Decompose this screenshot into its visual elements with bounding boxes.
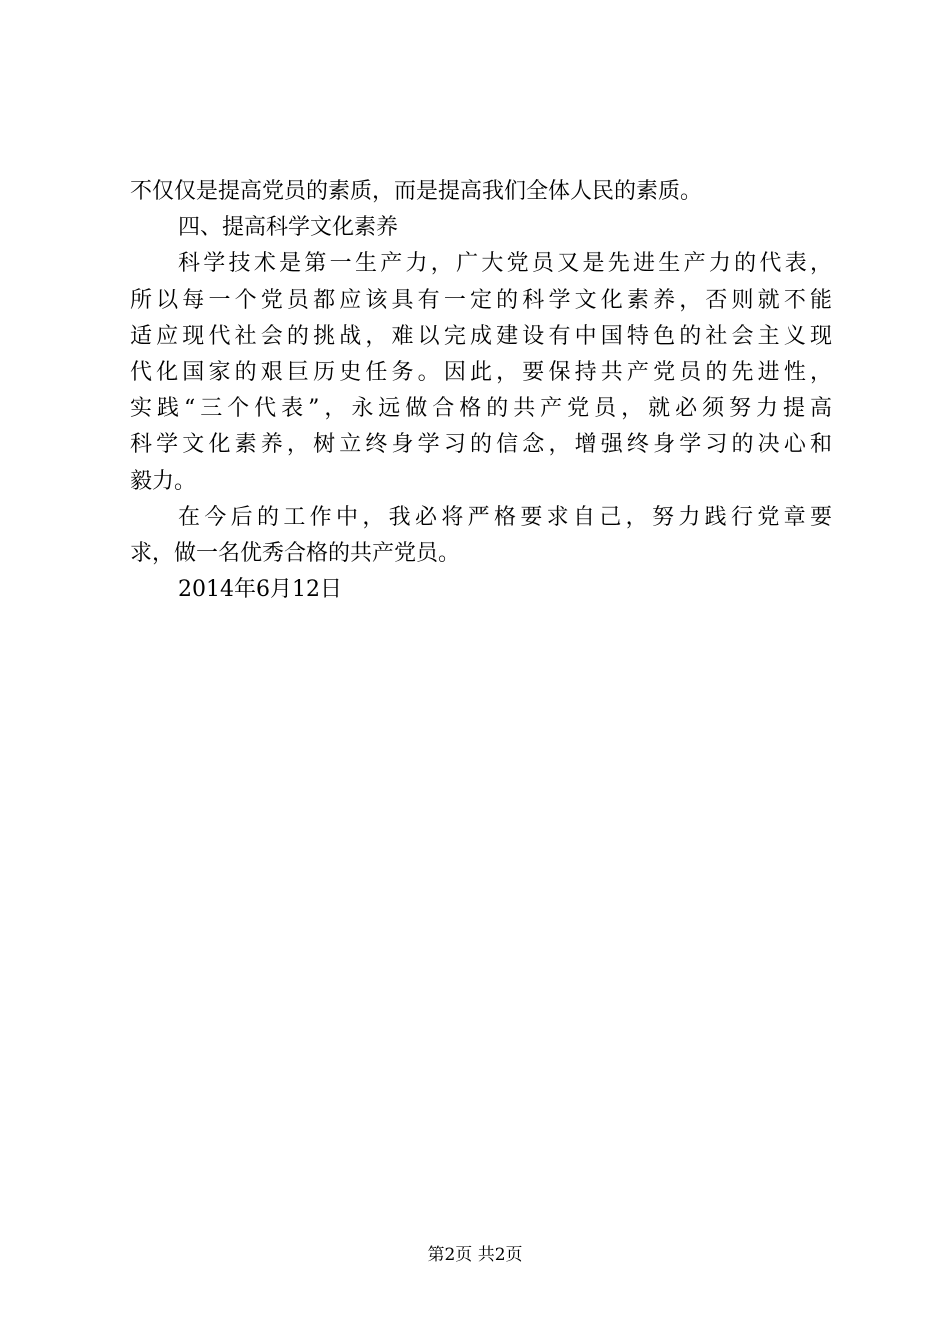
page-number-footer: 第2页 共2页 — [427, 1245, 523, 1265]
text-line: 适应现代社会的挑战，难以完成建设有中国特色的社会主义现 — [130, 323, 832, 349]
document-body — [130, 174, 832, 608]
text-line: 代化国家的艰巨历史任务。因此，要保持共产党员的先进性， — [130, 359, 832, 385]
text-line: 所以每一个党员都应该具有一定的科学文化素养，否则就不能 — [130, 287, 832, 313]
text-line: 科学技术是第一生产力，广大党员又是先进生产力的代表， — [178, 251, 832, 277]
text-line: 科学文化素养，树立终身学习的信念，增强终身学习的决心和 — [130, 432, 832, 458]
text-line: 求，做一名优秀合格的共产党员。 — [130, 540, 461, 566]
text-line: 在今后的工作中，我必将严格要求自己，努力践行党章要 — [178, 504, 832, 530]
document-date: 2014年6月12日 — [178, 577, 342, 603]
section-heading: 四、提高科学文化素养 — [178, 215, 399, 241]
text-line: 毅力。 — [130, 468, 197, 494]
text-line: 不仅仅是提高党员的素质，而是提高我们全体人民的素质。 — [130, 179, 703, 204]
text-line: 实践“三个代表”，永远做合格的共产党员，就必须努力提高 — [130, 396, 832, 422]
